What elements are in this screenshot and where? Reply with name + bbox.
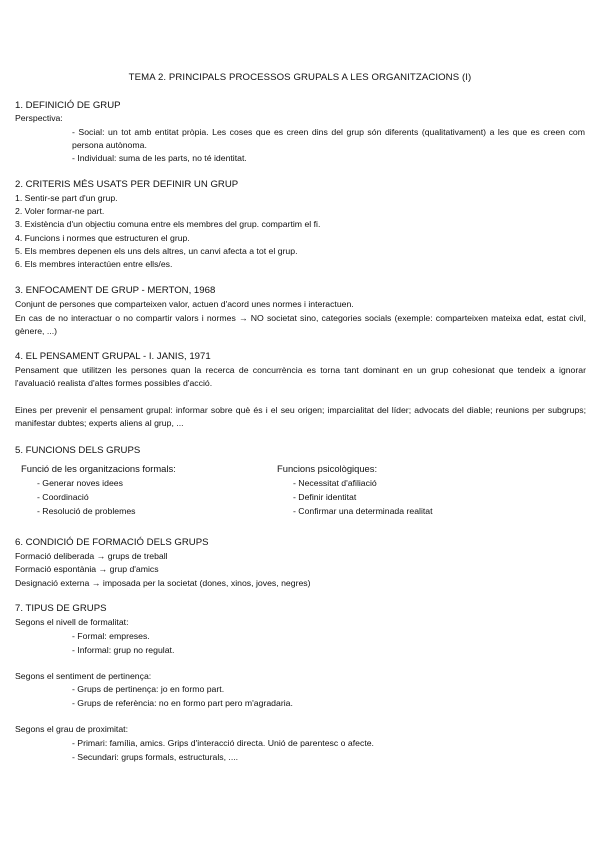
list-item: - Confirmar una determinada realitat bbox=[293, 506, 433, 516]
list-item: 5. Els membres depenen els uns dels altres, un canvi afecta a tot el grup. bbox=[15, 246, 298, 256]
list-item: - Informal: grup no regulat. bbox=[72, 645, 175, 655]
formation-line: Formació deliberada → grups de treball bbox=[15, 551, 168, 561]
list-item: 6. Els membres interactúen entre ells/es. bbox=[15, 259, 173, 269]
list-item: 4. Funcions i normes que estructuren el grup. bbox=[15, 233, 190, 243]
section-3-paragraph-2: En cas de no interactuar o no compartir valors i normes → NO societat sino, categories socials (exemple: comparteixen mateixa edat, estat civil, gènere, ...) bbox=[15, 313, 586, 336]
section-3-paragraph-1: Conjunt de persones que comparteixen valor, actuen d'acord unes normes i interactuen. bbox=[15, 299, 354, 309]
section-4-paragraph-1: Pensament que utilitzen les persones quan la recerca de concurrència es torna tant dominant en un grup cohesionat que tendeix a ignorar l'avaluació realista d'altes formes possibles d'acció. bbox=[15, 365, 586, 388]
section-2-heading: 2. CRITERIS MÉS USATS PER DEFINIR UN GRUP bbox=[15, 179, 239, 190]
section-5-heading: 5. FUNCIONS DELS GRUPS bbox=[15, 445, 141, 456]
formation-line: Designació externa → imposada per la societat (dones, xinos, joves, negres) bbox=[15, 578, 311, 588]
list-item: - Necessitat d'afiliació bbox=[293, 478, 377, 488]
group-type-label-proximity: Segons el grau de proximitat: bbox=[15, 724, 129, 734]
functions-psychological-title: Funcions psicològiques: bbox=[277, 463, 378, 474]
section-1-item-social: - Social: un tot amb entitat pròpia. Les coses que es creen dins del grup són diferents (qualitativament) a les que es creen com persona autònoma. bbox=[72, 127, 585, 150]
list-item: - Generar noves idees bbox=[37, 478, 123, 488]
list-item: - Resolució de problemes bbox=[37, 506, 136, 516]
section-1-label: Perspectiva: bbox=[15, 113, 63, 123]
list-item: 3. Existència d'un objectiu comuna entre els membres del grup. compartim el fi. bbox=[15, 219, 321, 229]
section-7-heading: 7. TIPUS DE GRUPS bbox=[15, 603, 107, 614]
list-item: - Formal: empreses. bbox=[72, 631, 150, 641]
list-item: - Primari: família, amics. Grips d'interacció directa. Unió de parentesc o afecte. bbox=[72, 738, 374, 748]
group-type-label-formality: Segons el nivell de formalitat: bbox=[15, 617, 129, 627]
functions-formal-title: Funció de les organitzacions formals: bbox=[21, 463, 176, 474]
list-item: - Secundari: grups formals, estructurals, .... bbox=[72, 752, 239, 762]
list-item: 1. Sentir-se part d'un grup. bbox=[15, 193, 118, 203]
list-item: - Coordinació bbox=[37, 492, 89, 502]
list-item: 2. Voler formar-ne part. bbox=[15, 206, 105, 216]
functions-psychological-column bbox=[277, 462, 433, 518]
section-1-item-individual: - Individual: suma de les parts, no té identitat. bbox=[72, 153, 247, 163]
page-title: TEMA 2. PRINCIPALS PROCESSOS GRUPALS A LES ORGANITZACIONS (I) bbox=[128, 72, 472, 83]
section-1-heading: 1. DEFINICIÓ DE GRUP bbox=[15, 100, 121, 111]
section-6-heading: 6. CONDICIÓ DE FORMACIÓ DELS GRUPS bbox=[15, 537, 209, 548]
list-item: - Grups de referència: no en formo part pero m'agradaria. bbox=[72, 698, 293, 708]
section-3-heading: 3. ENFOCAMENT DE GRUP - MERTON, 1968 bbox=[15, 285, 216, 296]
functions-formal-column bbox=[21, 462, 176, 518]
list-item: - Grups de pertinença: jo en formo part. bbox=[72, 684, 225, 694]
section-4-paragraph-2: Eines per prevenir el pensament grupal: informar sobre què és i el seu origen; imparcialitat del líder; advocats del diable; reunions per subgrups; manifestar dubtes; experts aliens al grup, ... bbox=[15, 405, 586, 428]
section-4-heading: 4. EL PENSAMENT GRUPAL - I. JANIS, 1971 bbox=[15, 351, 211, 362]
formation-line: Formació espontània → grup d'amics bbox=[15, 564, 159, 574]
group-type-label-belonging: Segons el sentiment de pertinença: bbox=[15, 671, 152, 681]
list-item: - Definir identitat bbox=[293, 492, 357, 502]
